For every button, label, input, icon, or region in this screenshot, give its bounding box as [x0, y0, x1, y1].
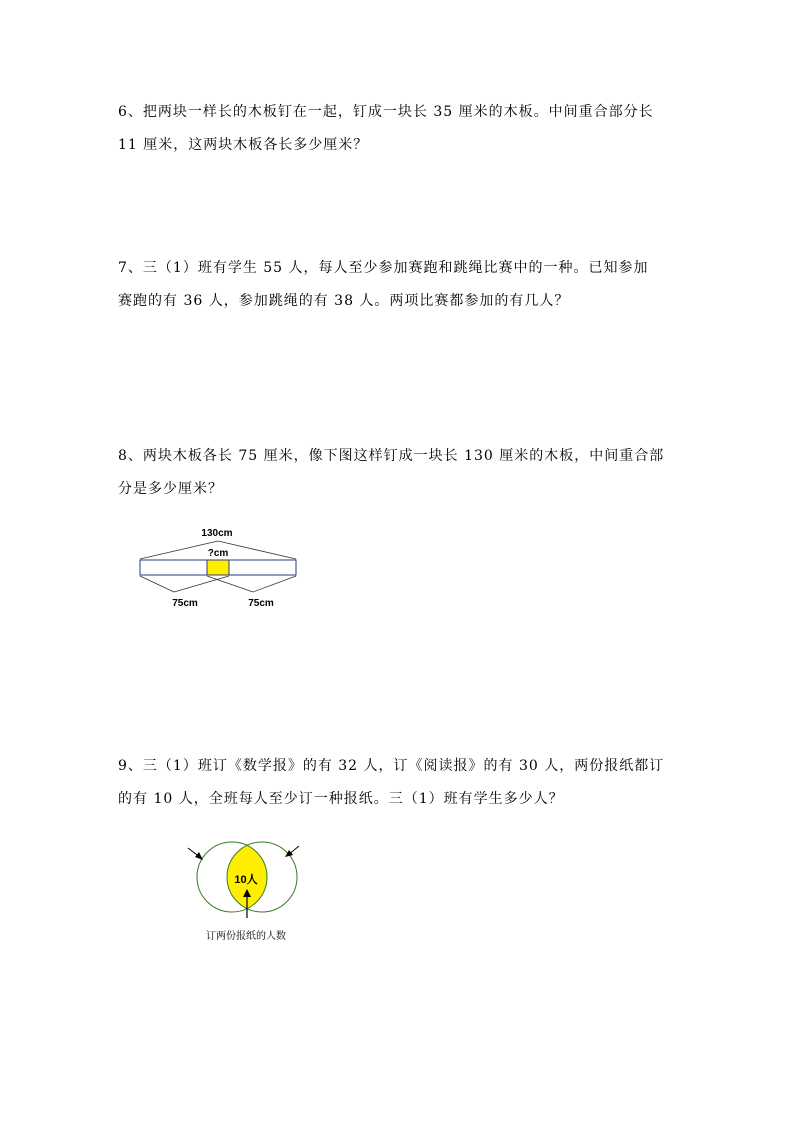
left-board-brace	[174, 576, 229, 592]
question-line: 的有 10 人，全班每人至少订一种报纸。三（1）班有学生多少人？	[118, 791, 564, 807]
question-6	[118, 96, 678, 162]
question-line: 6、把两块一样长的木板钉在一起，钉成一块长 35 厘米的木板。中间重合部分长	[118, 104, 654, 120]
question-line: 8、两块木板各长 75 厘米，像下图这样钉成一块长 130 厘米的木板，中间重合部	[118, 448, 665, 464]
board-overlap-diagram	[130, 522, 310, 614]
right-board-brace	[253, 576, 296, 592]
arrow-right-icon	[285, 846, 299, 857]
arrow-left-icon	[188, 848, 203, 860]
venn-caption: 订两份报纸的人数	[206, 931, 286, 942]
question-line: 11 厘米，这两块木板各长多少厘米？	[118, 137, 369, 153]
total-brace-right	[218, 541, 296, 559]
question-line: 7、三（1）班有学生 55 人，每人至少参加赛跑和跳绳比赛中的一种。已知参加	[118, 260, 649, 276]
right-board-label: 75cm	[248, 598, 274, 609]
overlap-segment	[207, 560, 229, 575]
right-board-brace	[207, 576, 253, 592]
total-length-label: 130cm	[201, 528, 233, 539]
venn-diagram	[184, 838, 314, 948]
question-9	[118, 750, 678, 816]
question-7	[118, 252, 678, 318]
question-8	[118, 440, 678, 506]
question-line: 赛跑的有 36 人，参加跳绳的有 38 人。两项比赛都参加的有几人？	[118, 293, 570, 309]
total-brace-left	[140, 541, 218, 559]
venn-center-label: 10人	[234, 874, 258, 886]
question-line: 分是多少厘米？	[118, 481, 223, 497]
left-board-brace	[140, 576, 174, 592]
overlap-length-label: ?cm	[207, 548, 229, 559]
left-board-label: 75cm	[172, 598, 198, 609]
question-line: 9、三（1）班订《数学报》的有 32 人，订《阅读报》的有 30 人，两份报纸都订	[118, 758, 665, 774]
